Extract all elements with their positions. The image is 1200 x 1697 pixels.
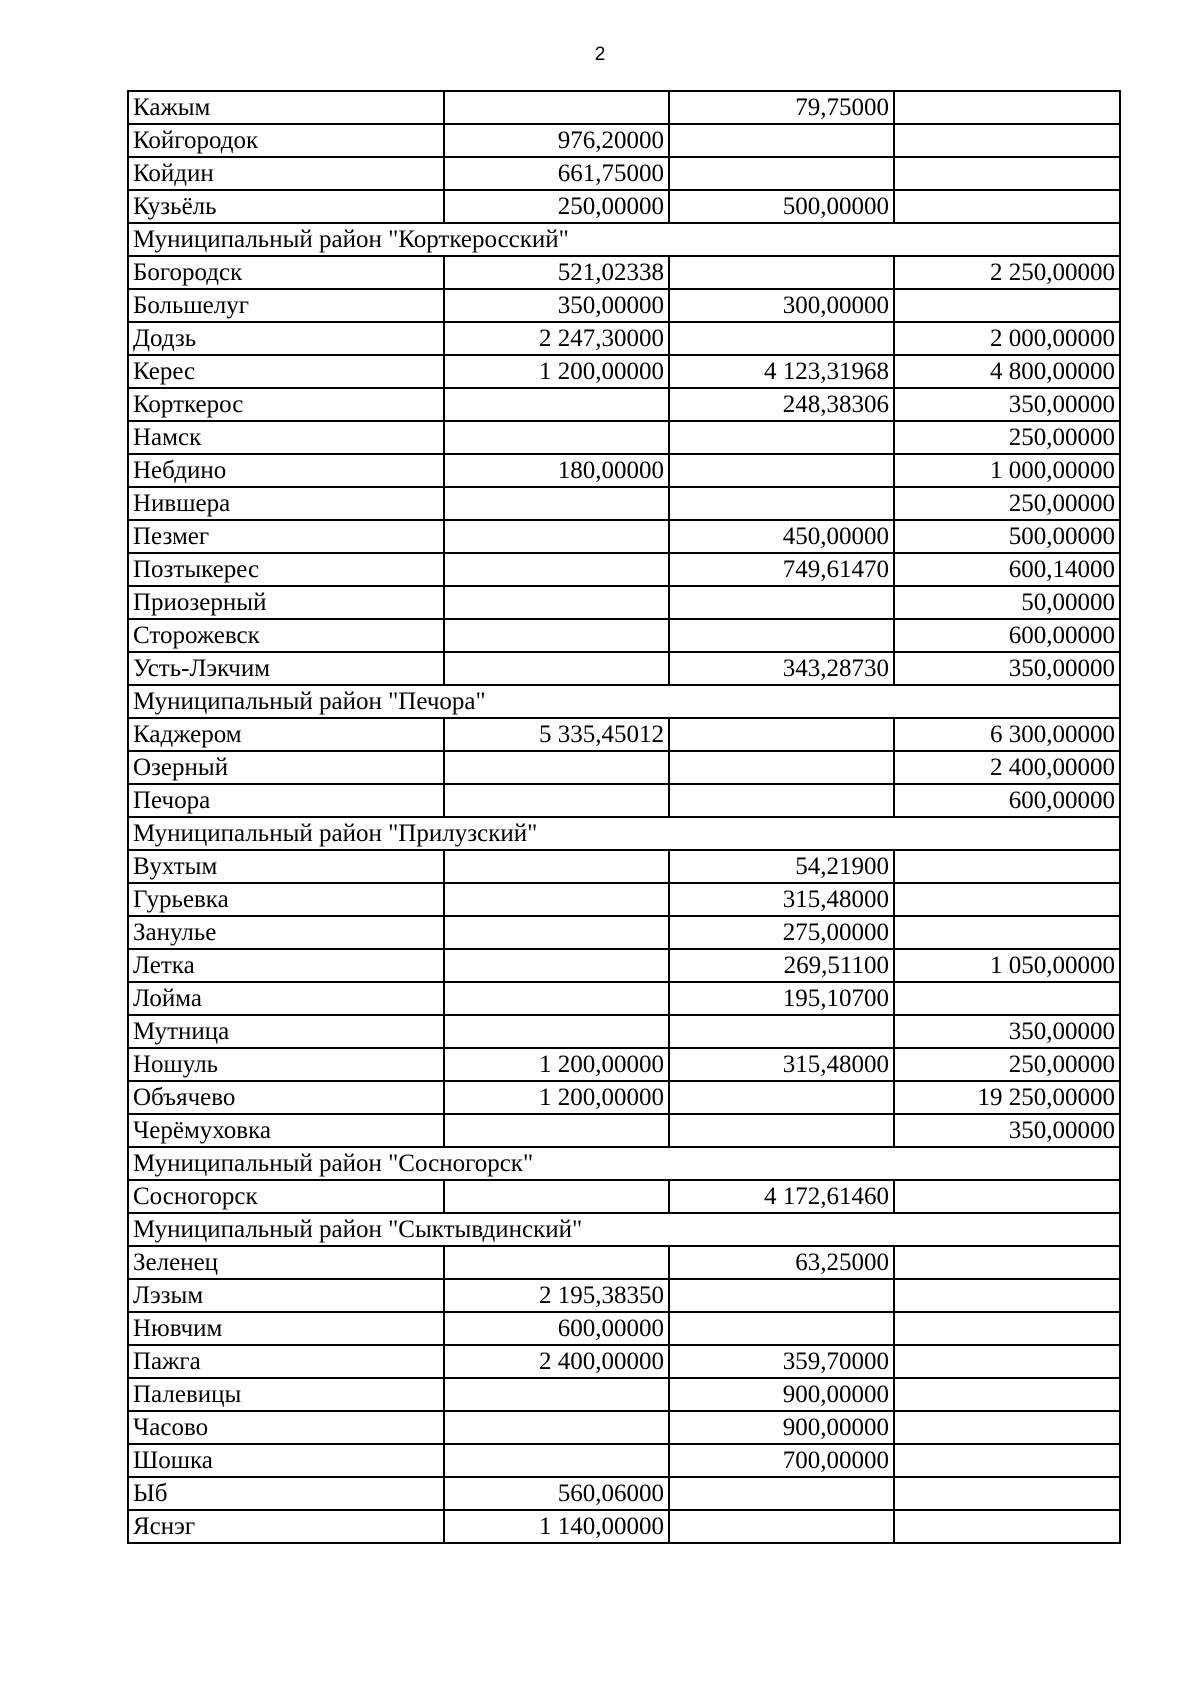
settlement-name-cell: Ыб [128, 1477, 444, 1510]
value-cell-col3: 4 800,00000 [894, 355, 1120, 388]
settlement-name-cell: Ношуль [128, 1048, 444, 1081]
value-cell-col3 [894, 883, 1120, 916]
table-row [128, 388, 1120, 421]
value-cell-col2: 749,61470 [669, 553, 894, 586]
section-title: Муниципальный район "Печора" [128, 685, 1120, 718]
settlement-name-cell: Сосногорск [128, 1180, 444, 1213]
value-cell-col3 [894, 1411, 1120, 1444]
table-row [128, 520, 1120, 553]
table-row [128, 124, 1120, 157]
settlement-name-cell: Нившера [128, 487, 444, 520]
table-row [128, 1345, 1120, 1378]
value-cell-col1 [444, 520, 669, 553]
value-cell-col1 [444, 916, 669, 949]
section-row [128, 685, 1120, 718]
value-cell-col2: 54,21900 [669, 850, 894, 883]
value-cell-col3: 1 000,00000 [894, 454, 1120, 487]
value-cell-col3: 19 250,00000 [894, 1081, 1120, 1114]
table-row [128, 619, 1120, 652]
value-cell-col1: 2 247,30000 [444, 322, 669, 355]
value-cell-col2 [669, 751, 894, 784]
value-cell-col3 [894, 91, 1120, 124]
table-row [128, 553, 1120, 586]
value-cell-col3: 350,00000 [894, 1114, 1120, 1147]
table-row [128, 1048, 1120, 1081]
settlement-name-cell: Яснэг [128, 1510, 444, 1543]
table-row [128, 1312, 1120, 1345]
settlement-name-cell: Каджером [128, 718, 444, 751]
value-cell-col1 [444, 1015, 669, 1048]
value-cell-col3: 250,00000 [894, 421, 1120, 454]
value-cell-col2: 269,51100 [669, 949, 894, 982]
table-row [128, 718, 1120, 751]
value-cell-col1: 350,00000 [444, 289, 669, 322]
value-cell-col3: 6 300,00000 [894, 718, 1120, 751]
value-cell-col3 [894, 1510, 1120, 1543]
value-cell-col1 [444, 652, 669, 685]
value-cell-col2: 248,38306 [669, 388, 894, 421]
settlement-name-cell: Лэзым [128, 1279, 444, 1312]
value-cell-col2: 700,00000 [669, 1444, 894, 1477]
value-cell-col2: 275,00000 [669, 916, 894, 949]
value-cell-col1 [444, 949, 669, 982]
table-row [128, 190, 1120, 223]
table-row [128, 751, 1120, 784]
settlement-name-cell: Озерный [128, 751, 444, 784]
value-cell-col3: 1 050,00000 [894, 949, 1120, 982]
table-row [128, 91, 1120, 124]
value-cell-col3: 600,00000 [894, 619, 1120, 652]
settlement-name-cell: Сторожевск [128, 619, 444, 652]
value-cell-col2 [669, 1015, 894, 1048]
table-row [128, 355, 1120, 388]
table-row [128, 1015, 1120, 1048]
settlement-name-cell: Намск [128, 421, 444, 454]
value-cell-col3 [894, 190, 1120, 223]
value-cell-col2: 315,48000 [669, 883, 894, 916]
value-cell-col3 [894, 1378, 1120, 1411]
value-cell-col1: 180,00000 [444, 454, 669, 487]
table-row [128, 322, 1120, 355]
value-cell-col3 [894, 1477, 1120, 1510]
settlement-name-cell: Печора [128, 784, 444, 817]
value-cell-col1: 250,00000 [444, 190, 669, 223]
table-row [128, 1246, 1120, 1279]
value-cell-col1: 600,00000 [444, 1312, 669, 1345]
value-cell-col2: 450,00000 [669, 520, 894, 553]
value-cell-col1 [444, 388, 669, 421]
settlement-name-cell: Мутница [128, 1015, 444, 1048]
value-cell-col1: 2 195,38350 [444, 1279, 669, 1312]
table-row [128, 652, 1120, 685]
value-cell-col1 [444, 751, 669, 784]
value-cell-col2: 343,28730 [669, 652, 894, 685]
section-row [128, 1213, 1120, 1246]
table-row [128, 1081, 1120, 1114]
value-cell-col1: 1 200,00000 [444, 1081, 669, 1114]
table-row [128, 1477, 1120, 1510]
table-row [128, 1180, 1120, 1213]
value-cell-col3: 600,00000 [894, 784, 1120, 817]
value-cell-col2: 500,00000 [669, 190, 894, 223]
value-cell-col2 [669, 1279, 894, 1312]
value-cell-col1: 521,02338 [444, 256, 669, 289]
settlement-name-cell: Зеленец [128, 1246, 444, 1279]
value-cell-col3: 350,00000 [894, 388, 1120, 421]
settlement-name-cell: Койдин [128, 157, 444, 190]
table-row [128, 157, 1120, 190]
section-title: Муниципальный район "Корткеросский" [128, 223, 1120, 256]
value-cell-col2 [669, 1510, 894, 1543]
value-cell-col1 [444, 784, 669, 817]
settlement-name-cell: Большелуг [128, 289, 444, 322]
value-cell-col2 [669, 619, 894, 652]
settlement-name-cell: Богородск [128, 256, 444, 289]
table-row [128, 256, 1120, 289]
value-cell-col2 [669, 1312, 894, 1345]
value-cell-col2 [669, 256, 894, 289]
value-cell-col3: 500,00000 [894, 520, 1120, 553]
value-cell-col1 [444, 1444, 669, 1477]
value-cell-col3: 50,00000 [894, 586, 1120, 619]
settlement-name-cell: Объячево [128, 1081, 444, 1114]
section-row [128, 223, 1120, 256]
settlement-name-cell: Корткерос [128, 388, 444, 421]
settlement-name-cell: Нювчим [128, 1312, 444, 1345]
value-cell-col1 [444, 1114, 669, 1147]
table-row [128, 916, 1120, 949]
value-cell-col2: 195,10700 [669, 982, 894, 1015]
value-cell-col1 [444, 619, 669, 652]
value-cell-col3: 350,00000 [894, 652, 1120, 685]
settlement-name-cell: Вухтым [128, 850, 444, 883]
value-cell-col3 [894, 1246, 1120, 1279]
value-cell-col1 [444, 586, 669, 619]
value-cell-col2: 900,00000 [669, 1411, 894, 1444]
value-cell-col2 [669, 421, 894, 454]
value-cell-col1 [444, 850, 669, 883]
value-cell-col3: 250,00000 [894, 487, 1120, 520]
value-cell-col2 [669, 454, 894, 487]
value-cell-col2: 4 172,61460 [669, 1180, 894, 1213]
table-row [128, 586, 1120, 619]
value-cell-col2 [669, 718, 894, 751]
value-cell-col1: 661,75000 [444, 157, 669, 190]
section-title: Муниципальный район "Сыктывдинский" [128, 1213, 1120, 1246]
value-cell-col2: 63,25000 [669, 1246, 894, 1279]
value-cell-col3 [894, 1345, 1120, 1378]
settlement-name-cell: Занулье [128, 916, 444, 949]
settlement-name-cell: Летка [128, 949, 444, 982]
section-title: Муниципальный район "Сосногорск" [128, 1147, 1120, 1180]
settlement-name-cell: Лойма [128, 982, 444, 1015]
value-cell-col3 [894, 1279, 1120, 1312]
table-row [128, 1444, 1120, 1477]
table-row [128, 487, 1120, 520]
settlement-name-cell: Палевицы [128, 1378, 444, 1411]
table-row [128, 421, 1120, 454]
settlement-name-cell: Керес [128, 355, 444, 388]
settlement-name-cell: Кузьёль [128, 190, 444, 223]
value-cell-col3: 2 250,00000 [894, 256, 1120, 289]
settlement-name-cell: Пезмег [128, 520, 444, 553]
value-cell-col3 [894, 1444, 1120, 1477]
table-row [128, 1411, 1120, 1444]
table-row [128, 982, 1120, 1015]
value-cell-col1: 1 200,00000 [444, 355, 669, 388]
value-cell-col1: 5 335,45012 [444, 718, 669, 751]
value-cell-col2 [669, 487, 894, 520]
section-row [128, 817, 1120, 850]
value-cell-col3 [894, 124, 1120, 157]
value-cell-col1 [444, 883, 669, 916]
value-cell-col1 [444, 487, 669, 520]
value-cell-col1 [444, 982, 669, 1015]
settlement-name-cell: Усть-Лэкчим [128, 652, 444, 685]
value-cell-col2: 4 123,31968 [669, 355, 894, 388]
settlement-name-cell: Додзь [128, 322, 444, 355]
value-cell-col1 [444, 91, 669, 124]
settlement-name-cell: Шошка [128, 1444, 444, 1477]
table-row [128, 1510, 1120, 1543]
table-row [128, 784, 1120, 817]
value-cell-col1: 1 140,00000 [444, 1510, 669, 1543]
value-cell-col3 [894, 916, 1120, 949]
table-row [128, 289, 1120, 322]
section-row [128, 1147, 1120, 1180]
value-cell-col1: 2 400,00000 [444, 1345, 669, 1378]
table-row [128, 850, 1120, 883]
value-cell-col3: 350,00000 [894, 1015, 1120, 1048]
settlement-name-cell: Гурьевка [128, 883, 444, 916]
data-table [127, 90, 1121, 1544]
value-cell-col2 [669, 157, 894, 190]
value-cell-col2 [669, 1081, 894, 1114]
value-cell-col2 [669, 784, 894, 817]
table-row [128, 1378, 1120, 1411]
value-cell-col3 [894, 289, 1120, 322]
settlement-name-cell: Кажым [128, 91, 444, 124]
value-cell-col1 [444, 1246, 669, 1279]
value-cell-col2 [669, 322, 894, 355]
table-row [128, 883, 1120, 916]
value-cell-col2: 359,70000 [669, 1345, 894, 1378]
value-cell-col2 [669, 586, 894, 619]
value-cell-col3 [894, 850, 1120, 883]
settlement-name-cell: Небдино [128, 454, 444, 487]
value-cell-col2: 315,48000 [669, 1048, 894, 1081]
value-cell-col1: 560,06000 [444, 1477, 669, 1510]
value-cell-col3 [894, 982, 1120, 1015]
table-row [128, 454, 1120, 487]
table-body [128, 91, 1120, 1543]
value-cell-col2 [669, 1477, 894, 1510]
value-cell-col2 [669, 1114, 894, 1147]
settlement-name-cell: Пажга [128, 1345, 444, 1378]
value-cell-col3: 2 000,00000 [894, 322, 1120, 355]
table-row [128, 949, 1120, 982]
settlement-name-cell: Часово [128, 1411, 444, 1444]
settlement-name-cell: Приозерный [128, 586, 444, 619]
value-cell-col1: 976,20000 [444, 124, 669, 157]
value-cell-col1 [444, 553, 669, 586]
value-cell-col3: 600,14000 [894, 553, 1120, 586]
value-cell-col2: 900,00000 [669, 1378, 894, 1411]
value-cell-col1 [444, 1378, 669, 1411]
value-cell-col2 [669, 124, 894, 157]
value-cell-col3 [894, 1180, 1120, 1213]
value-cell-col3: 250,00000 [894, 1048, 1120, 1081]
settlement-name-cell: Позтыкерес [128, 553, 444, 586]
value-cell-col3: 2 400,00000 [894, 751, 1120, 784]
value-cell-col1: 1 200,00000 [444, 1048, 669, 1081]
value-cell-col2: 79,75000 [669, 91, 894, 124]
value-cell-col3 [894, 157, 1120, 190]
page-number: 2 [594, 44, 606, 65]
value-cell-col3 [894, 1312, 1120, 1345]
settlement-name-cell: Черёмуховка [128, 1114, 444, 1147]
table-row [128, 1279, 1120, 1312]
settlement-name-cell: Койгородок [128, 124, 444, 157]
value-cell-col1 [444, 1180, 669, 1213]
value-cell-col2: 300,00000 [669, 289, 894, 322]
table-row [128, 1114, 1120, 1147]
value-cell-col1 [444, 421, 669, 454]
section-title: Муниципальный район "Прилузский" [128, 817, 1120, 850]
value-cell-col1 [444, 1411, 669, 1444]
